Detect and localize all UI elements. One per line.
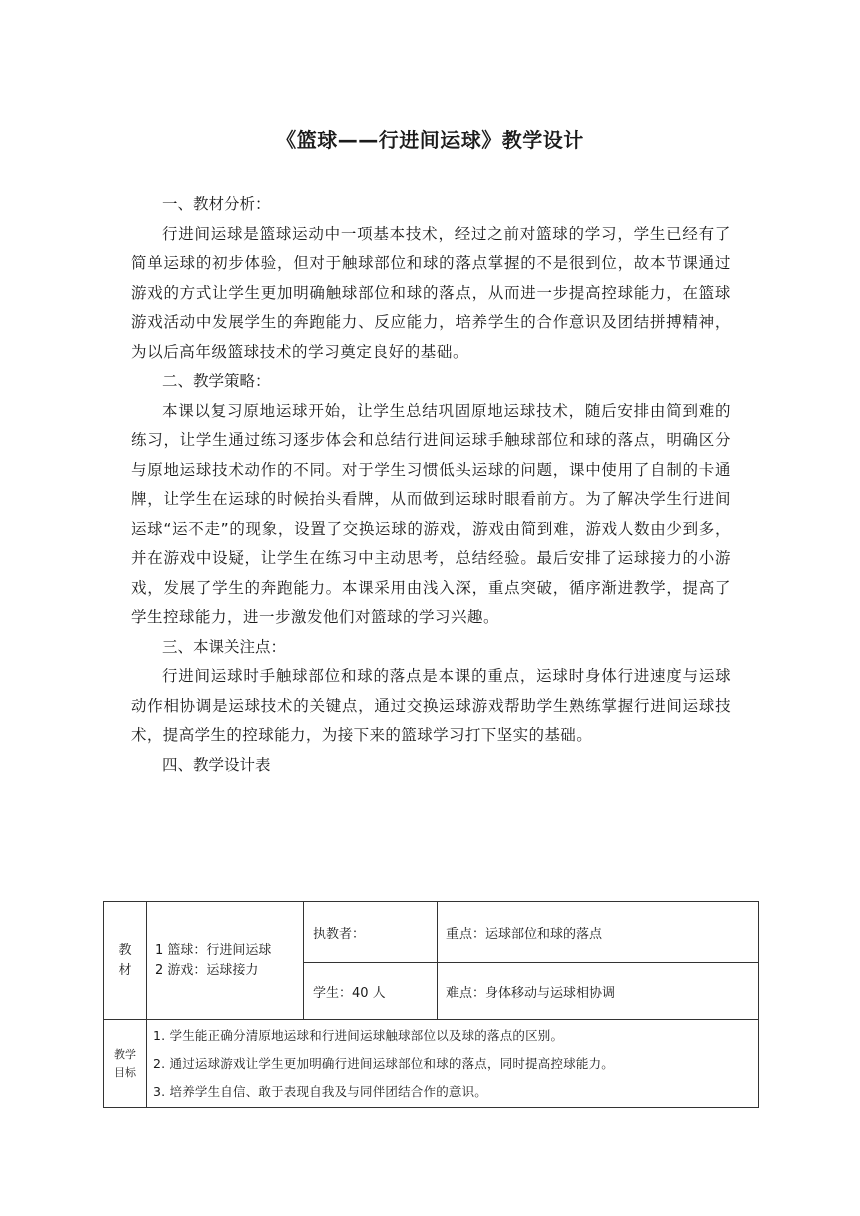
section-paragraph-focus: 行进间运球时手触球部位和球的落点是本课的重点，运球时身体行进速度与运球动作相协调是运球技术的关键点，通过交换运球游戏帮助学生熟练掌握行进间运球技术，提高学生的控球能力，为接下来的篮球学习打下坚实的基础。 xyxy=(131,667,731,744)
goals-label-1: 教学 xyxy=(114,1047,136,1061)
section-heading-strategy: 二、教学策略： xyxy=(162,372,271,390)
section-heading-design-table: 四、教学设计表 xyxy=(162,755,271,774)
material-label-1: 教 xyxy=(118,942,132,958)
table-row xyxy=(104,902,759,963)
section-paragraph-analysis: 行进间运球是篮球运动中一项基本技术，经过之前对篮球的学习，学生已经有了简单运球的初步体验，但对于触球部位和球的落点掌握的不是很到位，故本节课通过游戏的方式让学生更加明确触球部位和球的落点，从而进一步提高控球能力，在篮球游戏活动中发展学生的奔跑能力、反应能力，培养学生的合作意识及团结拼搏精神，为以后高年级篮球技术的学习奠定良好的基础。 xyxy=(131,224,731,361)
content-line-2: 2 游戏：运球接力 xyxy=(155,962,259,978)
goals-content-cell xyxy=(147,1020,759,1108)
key-point-cell: 重点：运球部位和球的落点 xyxy=(438,902,759,963)
goals-label-cell xyxy=(104,1020,147,1108)
goal-item-1: 1. 学生能正确分清原地运球和行进间运球触球部位以及球的落点的区别。 xyxy=(153,1027,564,1043)
material-label-cell xyxy=(104,902,147,1020)
teaching-design-table xyxy=(103,901,759,1108)
section-heading-focus: 三、本课关注点： xyxy=(162,637,287,656)
students-cell: 学生：40 人 xyxy=(304,963,438,1020)
goal-item-3: 3. 培养学生自信、敢于表现自我及与同伴团结合作的意识。 xyxy=(153,1083,488,1099)
table-row xyxy=(104,1020,759,1108)
section-paragraph-strategy: 本课以复习原地运球开始，让学生总结巩固原地运球技术，随后安排由简到难的练习，让学生通过练习逐步体会和总结行进间运球手触球部位和球的落点，明确区分与原地运球技术动作的不同。对于学生习惯低头运球的问题，课中使用了自制的卡通牌，让学生在运球的时候抬头看牌，从而做到运球时眼看前方。为了解决学生行进间运球“运不走”的现象，设置了交换运球的游戏，游戏由简到难，游戏人数由少到多，并在游戏中设疑，让学生在练习中主动思考，总结经验。最后安排了运球接力的小游戏，发展了学生的奔跑能力。本课采用由浅入深，重点突破，循序渐进教学，提高了学生控球能力，进一步激发他们对篮球的学习兴趣。 xyxy=(131,401,731,626)
goal-item-2: 2. 通过运球游戏让学生更加明确行进间运球部位和球的落点，同时提高控球能力。 xyxy=(153,1055,615,1071)
goals-label-2: 目标 xyxy=(114,1065,136,1079)
document-body xyxy=(131,190,731,780)
material-content-cell xyxy=(147,902,304,1020)
teacher-cell: 执教者： xyxy=(304,902,438,963)
material-label-2: 材 xyxy=(118,962,132,978)
difficulty-cell: 难点：身体移动与运球相协调 xyxy=(438,963,759,1020)
document-title: 《篮球——行进间运球》教学设计 xyxy=(276,128,584,152)
section-heading-analysis: 一、教材分析： xyxy=(162,195,271,213)
content-line-1: 1 篮球：行进间运球 xyxy=(155,942,272,958)
